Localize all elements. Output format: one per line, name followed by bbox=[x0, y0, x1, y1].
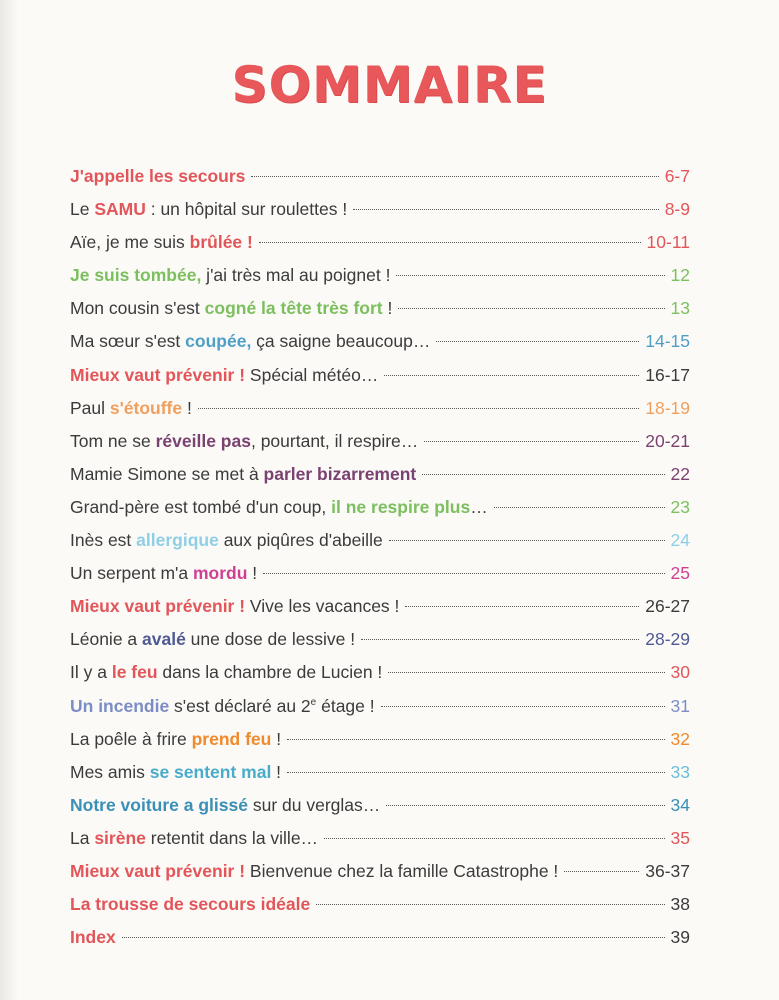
entry-text: : un hôpital sur roulettes ! bbox=[145, 199, 348, 220]
entry-text: Tom ne se bbox=[70, 430, 156, 451]
entry-text: Spécial météo… bbox=[245, 364, 379, 385]
toc-entry-title bbox=[70, 690, 375, 723]
highlighted-text: se sentent mal bbox=[149, 761, 272, 782]
toc-entry[interactable] bbox=[70, 524, 690, 557]
dot-leader bbox=[422, 474, 664, 475]
toc-entry[interactable] bbox=[70, 557, 690, 590]
toc-entry-title bbox=[70, 325, 430, 358]
page-number: 26-27 bbox=[645, 596, 690, 617]
dot-leader bbox=[263, 573, 664, 574]
dot-leader bbox=[324, 838, 664, 839]
entry-text: , pourtant, il respire… bbox=[250, 430, 419, 451]
page-number: 12 bbox=[670, 265, 690, 286]
toc-entry[interactable] bbox=[70, 193, 690, 226]
highlighted-text: J'appelle les secours bbox=[70, 166, 246, 186]
entry-text: s'est déclaré au 2 bbox=[169, 695, 311, 716]
dot-leader bbox=[494, 507, 665, 508]
toc-entry[interactable] bbox=[70, 623, 690, 656]
page-number: 25 bbox=[670, 563, 690, 584]
entry-text: ! bbox=[247, 563, 258, 584]
page-number: 18-19 bbox=[645, 397, 690, 418]
toc-entry[interactable] bbox=[70, 590, 690, 623]
dot-leader bbox=[388, 672, 664, 673]
toc-entry-title bbox=[70, 789, 380, 822]
highlighted-text: Mieux vaut prévenir ! bbox=[70, 364, 246, 385]
highlighted-text: s'étouffe bbox=[109, 397, 183, 418]
entry-text: La poêle à frire bbox=[70, 728, 192, 749]
entry-text: ! bbox=[382, 298, 393, 319]
entry-text: La bbox=[70, 827, 95, 848]
entry-text: e bbox=[310, 696, 317, 708]
entry-text: retentit dans la ville… bbox=[145, 827, 319, 848]
dot-leader bbox=[405, 606, 639, 607]
entry-text: Mon cousin s'est bbox=[70, 298, 205, 319]
entry-text: dans la chambre de Lucien ! bbox=[157, 662, 383, 683]
highlighted-text: avalé bbox=[142, 629, 186, 650]
toc-entry[interactable] bbox=[70, 690, 690, 723]
toc-entry-title bbox=[70, 921, 116, 954]
entry-text: ça saigne beaucoup… bbox=[251, 331, 431, 352]
page-number: 13 bbox=[670, 298, 690, 319]
toc-entry[interactable] bbox=[70, 756, 690, 789]
toc-entry-title bbox=[70, 656, 382, 689]
toc-entry-title bbox=[70, 491, 488, 524]
dot-leader bbox=[384, 375, 639, 376]
dot-leader bbox=[361, 639, 639, 640]
page-number: 33 bbox=[670, 761, 690, 782]
toc-entry-title bbox=[70, 623, 355, 656]
highlighted-text: Mieux vaut prévenir ! bbox=[70, 860, 246, 881]
highlighted-text: cogné la tête très fort bbox=[204, 298, 383, 319]
toc-entry-title bbox=[70, 756, 281, 789]
page-number: 23 bbox=[670, 496, 690, 517]
dot-leader bbox=[436, 341, 639, 342]
highlighted-text: sirène bbox=[94, 827, 146, 848]
highlighted-text: Je suis tombée, bbox=[70, 265, 202, 286]
highlighted-text: Index bbox=[70, 927, 116, 948]
entry-text: j'ai très mal au poignet ! bbox=[201, 265, 391, 286]
entry-text: Bienvenue chez la famille Catastrophe ! bbox=[245, 860, 559, 881]
page-number: 34 bbox=[670, 794, 690, 815]
toc-entry[interactable] bbox=[70, 491, 690, 524]
page-number: 10-11 bbox=[646, 232, 690, 253]
entry-text: ! bbox=[271, 761, 282, 782]
dot-leader bbox=[122, 937, 665, 938]
dot-leader bbox=[381, 706, 665, 707]
page-number: 14-15 bbox=[645, 331, 690, 352]
entry-text: étage ! bbox=[316, 695, 375, 716]
toc-entry[interactable] bbox=[70, 888, 690, 921]
highlighted-text: coupée, bbox=[185, 331, 252, 352]
toc-entry[interactable] bbox=[70, 656, 690, 689]
page-number: 32 bbox=[670, 728, 690, 749]
entry-text: aux piqûres d'abeille bbox=[218, 530, 383, 551]
highlighted-text: Mieux vaut prévenir ! bbox=[70, 596, 246, 617]
page-title: SOMMAIRE bbox=[231, 56, 548, 114]
dot-leader bbox=[564, 871, 639, 872]
page-number: 16-17 bbox=[645, 364, 690, 385]
dot-leader bbox=[424, 441, 639, 442]
highlighted-text: SAMU bbox=[94, 199, 146, 220]
toc-entry[interactable] bbox=[70, 325, 690, 358]
dot-leader bbox=[316, 904, 664, 905]
toc-entry-title bbox=[70, 590, 399, 623]
dot-leader bbox=[398, 308, 664, 309]
entry-text: ! bbox=[182, 397, 192, 418]
toc-entry-title bbox=[70, 259, 390, 292]
entry-text: Il y a bbox=[70, 662, 112, 683]
toc-entry-title bbox=[70, 359, 378, 392]
entry-text: Mamie Simone se met à bbox=[70, 463, 264, 484]
page-number: 30 bbox=[670, 662, 690, 683]
highlighted-text: La trousse de secours idéale bbox=[70, 894, 311, 915]
toc-entry[interactable] bbox=[70, 226, 690, 259]
toc-entry[interactable] bbox=[70, 259, 690, 292]
page-number: 28-29 bbox=[645, 629, 690, 650]
entry-text: Grand-père est tombé d'un coup, bbox=[70, 496, 332, 517]
toc-entry-title bbox=[70, 524, 383, 557]
dot-leader bbox=[396, 275, 664, 276]
toc-entry[interactable] bbox=[70, 723, 690, 756]
entry-text: Le bbox=[70, 199, 95, 220]
toc-entry-title bbox=[70, 855, 558, 888]
entry-text: Léonie a bbox=[70, 629, 143, 650]
dot-leader bbox=[198, 408, 639, 409]
toc-entry[interactable] bbox=[70, 789, 690, 822]
toc-entry-title bbox=[70, 193, 347, 226]
dot-leader bbox=[259, 242, 641, 243]
table-of-contents bbox=[70, 160, 690, 954]
page-number: 31 bbox=[670, 695, 690, 716]
toc-entry-title bbox=[70, 292, 392, 325]
page-edge-shadow bbox=[0, 0, 18, 1000]
page-number: 39 bbox=[670, 927, 690, 948]
page-number: 20-21 bbox=[645, 430, 690, 451]
entry-text: Inès est bbox=[70, 530, 137, 551]
toc-entry[interactable] bbox=[70, 160, 690, 193]
toc-entry[interactable] bbox=[70, 292, 690, 325]
page-number: 8-9 bbox=[664, 199, 690, 220]
dot-leader bbox=[251, 176, 658, 177]
toc-entry-title bbox=[70, 392, 192, 425]
highlighted-text: il ne respire plus bbox=[331, 496, 471, 517]
entry-text: Vive les vacances ! bbox=[245, 596, 400, 617]
entry-text: sur du verglas… bbox=[247, 794, 381, 815]
highlighted-text: allergique bbox=[136, 530, 219, 551]
highlighted-text: prend feu bbox=[191, 728, 272, 749]
toc-entry[interactable] bbox=[70, 855, 690, 888]
toc-entry-title bbox=[70, 425, 418, 458]
toc-entry-title bbox=[70, 822, 318, 855]
page-number: 36-37 bbox=[645, 860, 690, 881]
entry-text: Paul bbox=[70, 397, 110, 418]
entry-text: ! bbox=[271, 728, 282, 749]
dot-leader bbox=[287, 739, 664, 740]
highlighted-text: brûlée ! bbox=[189, 232, 253, 253]
entry-text: Mes amis bbox=[70, 761, 150, 782]
toc-entry-title bbox=[70, 723, 281, 756]
page-number: 22 bbox=[670, 463, 690, 484]
dot-leader bbox=[389, 540, 665, 541]
entry-text: une dose de lessive ! bbox=[185, 629, 356, 650]
toc-entry-title bbox=[70, 226, 253, 259]
toc-entry-title bbox=[70, 888, 310, 921]
toc-entry-title bbox=[70, 160, 245, 193]
toc-entry[interactable] bbox=[70, 425, 690, 458]
entry-text: Aïe, je me suis bbox=[70, 232, 190, 253]
toc-entry[interactable] bbox=[70, 458, 690, 491]
toc-entry-title bbox=[70, 557, 257, 590]
page-number: 24 bbox=[670, 530, 690, 551]
entry-text: … bbox=[470, 496, 488, 517]
toc-entry[interactable] bbox=[70, 359, 690, 392]
highlighted-text: Notre voiture a glissé bbox=[70, 794, 248, 815]
dot-leader bbox=[353, 209, 658, 210]
dot-leader bbox=[386, 805, 664, 806]
toc-entry-title bbox=[70, 458, 416, 491]
toc-entry[interactable] bbox=[70, 822, 690, 855]
highlighted-text: parler bizarrement bbox=[263, 463, 417, 484]
entry-text: Ma sœur s'est bbox=[70, 331, 186, 352]
highlighted-text: Un incendie bbox=[70, 695, 170, 716]
highlighted-text: mordu bbox=[192, 563, 248, 584]
page-number: 35 bbox=[670, 827, 690, 848]
page-number: 6-7 bbox=[664, 166, 690, 186]
dot-leader bbox=[287, 772, 664, 773]
toc-entry[interactable] bbox=[70, 921, 690, 954]
page-number: 38 bbox=[670, 894, 690, 915]
highlighted-text: le feu bbox=[111, 662, 158, 683]
toc-entry[interactable] bbox=[70, 392, 690, 425]
entry-text: Un serpent m'a bbox=[70, 563, 193, 584]
highlighted-text: réveille pas bbox=[155, 430, 251, 451]
